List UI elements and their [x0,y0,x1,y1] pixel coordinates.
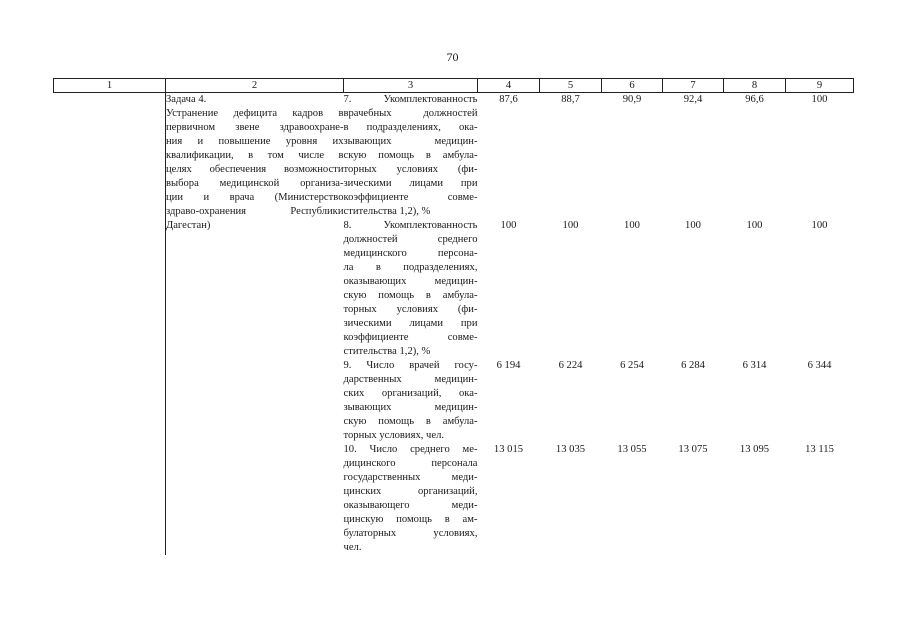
column-header: 3 [344,79,478,93]
table-row [54,93,854,220]
indicator-line: должностей среднего [343,234,478,245]
indicator-name [344,93,478,220]
column-1-cell [54,93,166,556]
value-cell: 100 [562,220,579,231]
indicators-table [53,78,854,555]
indicator-line: коэффициенте совме- [343,192,478,203]
indicator-line: чел. [343,542,362,553]
indicator-line: 7. Укомплектованность [343,94,478,105]
value-cell: 13 075 [678,444,708,455]
task-line: здраво-охранения Республики [166,206,344,217]
value-cell: 13 055 [617,444,647,455]
indicator-line: зывающих медицин- [343,402,478,413]
value-cell: 6 224 [558,360,583,371]
indicator-line: 8. Укомплектованность [343,220,478,231]
value-cell: 90,9 [622,94,642,105]
indicator-line: государственных меди- [343,472,478,483]
value-cell: 100 [624,220,640,231]
value-cell: 6 254 [620,360,644,371]
value-cell: 6 314 [742,360,767,371]
column-header: 6 [602,79,663,93]
value-cell: 100 [685,220,701,231]
indicator-name [344,219,478,359]
column-header: 9 [786,79,854,93]
value-cell: 100 [500,220,517,231]
column-header: 5 [540,79,602,93]
indicator-line: врачебных должностей [343,108,478,119]
value-cell: 100 [811,220,828,231]
task-line: Устранение дефицита кадров в [166,108,344,119]
indicator-line: торных условиях (фи- [343,304,478,315]
indicator-line: оказывающего меди- [343,500,478,511]
indicator-line: 10. Число среднего ме- [343,444,478,455]
indicator-line: цинскую помощь в ам- [343,514,478,525]
value-cell: 96,6 [745,94,764,105]
value-cell: 6 194 [496,360,521,371]
column-header: 4 [478,79,540,93]
indicator-line: зическими лицами при [343,178,478,189]
indicator-line: скую помощь в амбула- [343,290,478,301]
value-cell: 13 095 [739,444,770,455]
value-cell: 13 115 [805,444,834,455]
value-cell: 6 284 [681,360,705,371]
value-cell: 92,4 [683,94,703,105]
indicator-line: оказывающих медицин- [343,276,478,287]
column-header: 2 [166,79,344,93]
task-line: целях обеспечения возможности [166,164,344,175]
indicator-line: 9. Число врачей госу- [343,360,478,371]
column-header: 8 [724,79,786,93]
value-cell: 100 [811,94,828,105]
value-cell: 87,6 [499,94,518,105]
value-cell: 13 015 [493,444,524,455]
value-cell: 13 035 [555,444,586,455]
indicator-line: коэффициенте совме- [343,332,478,343]
indicator-line: булаторных условиях, [343,528,478,539]
page-number: 70 [446,50,459,64]
indicator-line: дицинского персонала [343,458,478,469]
value-cell: 88,7 [561,94,580,105]
indicator-line: зывающих медицин- [343,136,478,147]
task-line: квалификации, в том числе в [166,150,344,161]
task-line: Задача 4. [166,94,207,105]
task-line: ции и врача (Министерство [166,192,344,203]
column-number-header-row [54,79,854,93]
indicator-name [344,443,478,555]
task-line: ния и повышение уровня их [166,136,344,147]
task-line: первичном звене здравоохране- [166,122,344,133]
indicator-line: ла в подразделениях, [343,262,478,273]
indicator-line: торных условиях, чел. [343,430,445,441]
indicator-line: ских организаций, ока- [343,388,478,399]
indicator-line: цинских организаций, [343,486,478,497]
column-header: 1 [54,79,166,93]
indicator-line: торных условиях (фи- [343,164,478,175]
indicator-name [344,359,478,443]
indicator-line: стительства 1,2), % [343,206,431,217]
indicator-line: скую помощь в амбула- [343,416,478,427]
task-line: выбора медицинской организа- [166,178,344,189]
value-cell: 100 [746,220,763,231]
task-line: Дагестан) [166,220,211,231]
indicator-line: в подразделениях, ока- [343,122,478,133]
indicator-line: зическими лицами при [343,318,478,329]
indicator-line: медицинского персона- [343,248,478,259]
column-header: 7 [663,79,724,93]
indicator-line: стительства 1,2), % [343,346,431,357]
indicator-line: дарственных медицин- [343,374,478,385]
task-description [166,93,344,556]
indicator-line: скую помощь в амбула- [343,150,478,161]
value-cell: 6 344 [807,360,832,371]
